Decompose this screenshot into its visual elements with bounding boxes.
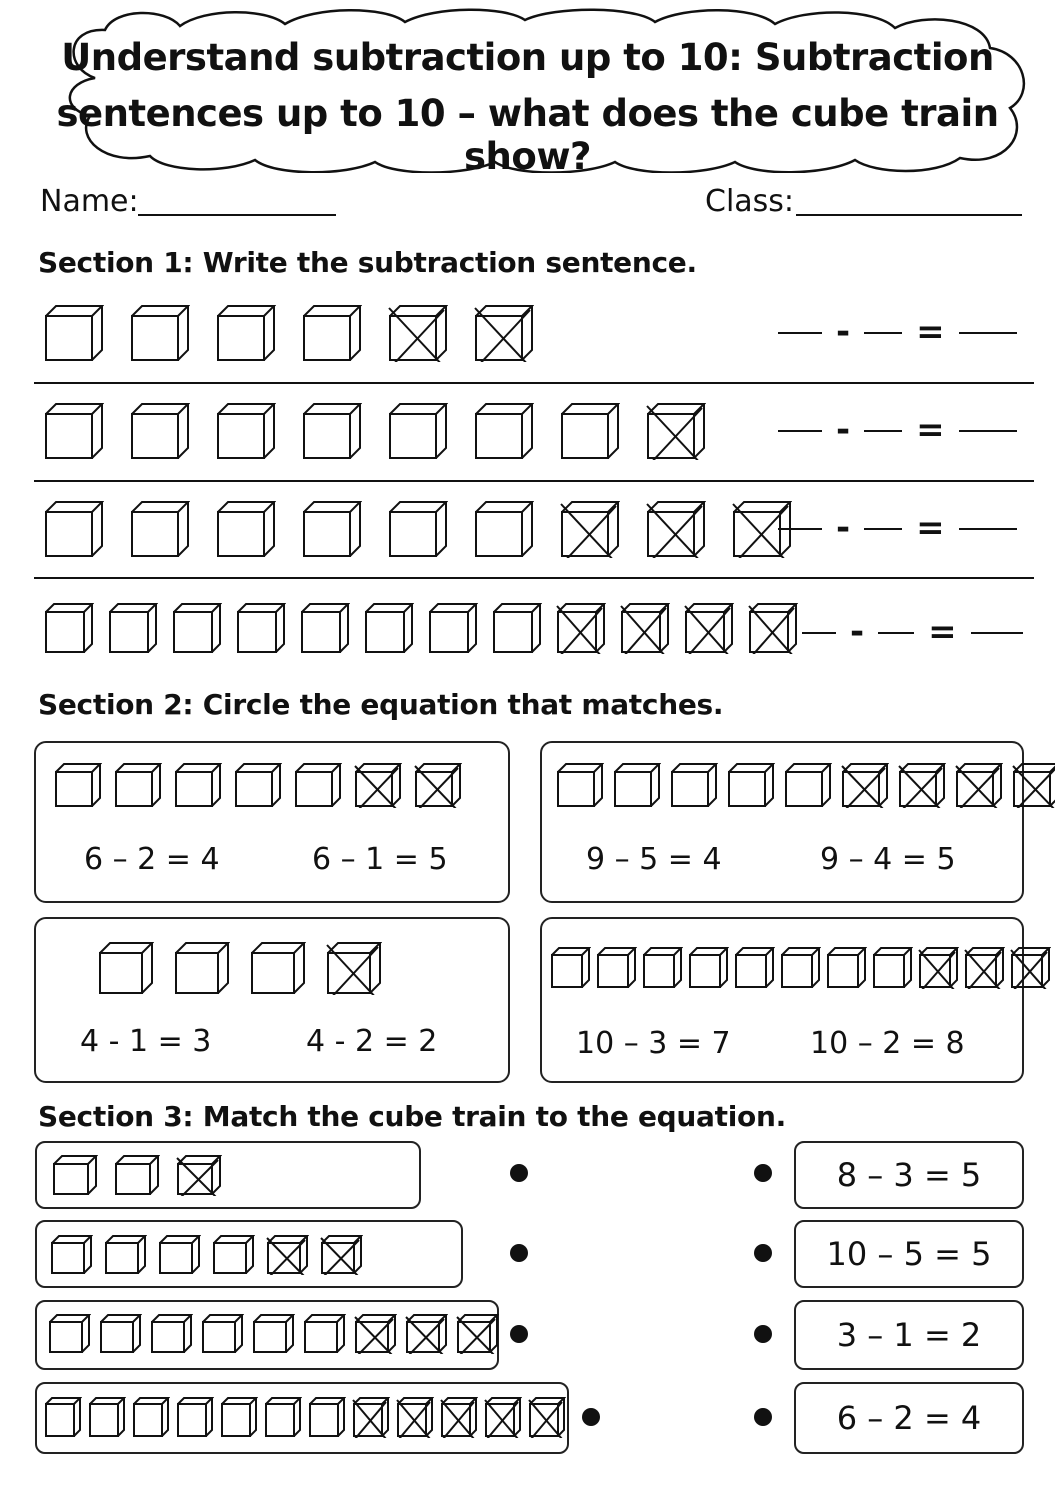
minus-sign: -: [836, 410, 851, 450]
answer-blank[interactable]: [864, 428, 902, 432]
name-blank[interactable]: [138, 214, 336, 216]
section-3-cube-train: [50, 1234, 363, 1275]
divider: [34, 382, 1034, 384]
cube-icon: [44, 402, 104, 460]
crossed-cube-icon: [354, 1313, 397, 1354]
equation-option[interactable]: 6 – 1 = 5: [312, 842, 448, 877]
cube-icon: [308, 1396, 346, 1438]
crossed-cube-icon: [560, 500, 620, 558]
crossed-cube-icon: [484, 1396, 522, 1438]
crossed-cube-icon: [320, 1234, 363, 1275]
cube-icon: [642, 946, 683, 989]
crossed-cube-icon: [1012, 762, 1055, 808]
section-3-cube-train: [52, 1154, 222, 1196]
right-match-dot[interactable]: [754, 1325, 772, 1343]
class-blank[interactable]: [796, 214, 1022, 216]
cube-icon: [158, 1234, 201, 1275]
cube-icon: [300, 602, 350, 654]
equation-option[interactable]: 10 – 2 = 8: [810, 1026, 965, 1061]
cube-icon: [302, 304, 362, 362]
divider: [34, 577, 1034, 579]
crossed-cube-icon: [841, 762, 889, 808]
cube-icon: [236, 602, 286, 654]
cube-icon: [44, 304, 104, 362]
answer-sentence[interactable]: [778, 508, 1017, 548]
cube-icon: [132, 1396, 170, 1438]
crossed-cube-icon: [684, 602, 734, 654]
cube-icon: [302, 500, 362, 558]
cube-icon: [670, 762, 718, 808]
worksheet-title-line-2: sentences up to 10 – what does the cube train show?: [56, 92, 999, 178]
cube-icon: [428, 602, 478, 654]
section-3-title: Section 3: Match the cube train to the equation.: [38, 1100, 786, 1133]
equation-box: 6 – 2 = 4: [794, 1382, 1024, 1454]
cube-icon: [130, 304, 190, 362]
equation-option[interactable]: 6 – 2 = 4: [84, 842, 220, 877]
cube-icon: [474, 402, 534, 460]
cube-icon: [234, 762, 282, 808]
equation-box: 10 – 5 = 5: [794, 1220, 1024, 1288]
minus-sign: -: [836, 508, 851, 548]
cube-icon: [114, 762, 162, 808]
cube-icon: [734, 946, 775, 989]
section-2-cube-train: [54, 762, 462, 808]
cube-icon: [216, 304, 276, 362]
section-3-cube-train: [44, 1396, 566, 1438]
cube-icon: [474, 500, 534, 558]
section-1-cube-train: [44, 304, 534, 362]
answer-blank[interactable]: [878, 630, 914, 634]
section-1-cube-train: [44, 500, 792, 558]
section-1-cube-train: [44, 402, 706, 460]
answer-blank[interactable]: [864, 526, 902, 530]
cube-icon: [388, 500, 448, 558]
cube-icon: [872, 946, 913, 989]
cube-icon: [364, 602, 414, 654]
crossed-cube-icon: [414, 762, 462, 808]
worksheet-title-line-1: Understand subtraction up to 10: Subtraction: [61, 36, 994, 79]
answer-blank[interactable]: [959, 330, 1017, 334]
cube-icon: [784, 762, 832, 808]
crossed-cube-icon: [918, 946, 959, 989]
answer-sentence[interactable]: [778, 312, 1017, 352]
section-1-title: Section 1: Write the subtraction sentence.: [38, 246, 697, 279]
cube-icon: [613, 762, 661, 808]
cube-icon: [172, 602, 222, 654]
cube-icon: [54, 762, 102, 808]
cube-icon: [550, 946, 591, 989]
cube-icon: [302, 402, 362, 460]
crossed-cube-icon: [456, 1313, 499, 1354]
cube-icon: [294, 762, 342, 808]
cube-icon: [220, 1396, 258, 1438]
section-2-cube-train: [550, 946, 1051, 989]
cube-icon: [104, 1234, 147, 1275]
crossed-cube-icon: [1010, 946, 1051, 989]
answer-blank[interactable]: [778, 428, 822, 432]
cube-icon: [130, 500, 190, 558]
cube-icon: [201, 1313, 244, 1354]
crossed-cube-icon: [646, 402, 706, 460]
cube-icon: [688, 946, 729, 989]
cube-icon: [114, 1154, 160, 1196]
answer-blank[interactable]: [959, 428, 1017, 432]
equation-option[interactable]: 9 – 4 = 5: [820, 842, 956, 877]
cube-icon: [88, 1396, 126, 1438]
cube-icon: [826, 946, 867, 989]
cube-icon: [99, 1313, 142, 1354]
cube-icon: [212, 1234, 255, 1275]
answer-blank[interactable]: [778, 330, 822, 334]
equals-sign: =: [928, 612, 957, 652]
equation-option[interactable]: 10 – 3 = 7: [576, 1026, 731, 1061]
cube-icon: [130, 402, 190, 460]
cube-icon: [52, 1154, 98, 1196]
cube-icon: [727, 762, 775, 808]
cube-icon: [216, 402, 276, 460]
cube-icon: [174, 762, 222, 808]
cube-icon: [44, 1396, 82, 1438]
equation-box: 3 – 1 = 2: [794, 1300, 1024, 1370]
section-3-cube-train: [48, 1313, 499, 1354]
section-2-cube-train: [556, 762, 1055, 808]
cube-icon: [492, 602, 542, 654]
crossed-cube-icon: [352, 1396, 390, 1438]
equals-sign: =: [916, 312, 945, 352]
class-label: Class:: [705, 184, 795, 219]
cube-icon: [596, 946, 637, 989]
cube-icon: [98, 941, 154, 995]
cube-icon: [216, 500, 276, 558]
equation-option[interactable]: 4 - 1 = 3: [80, 1024, 212, 1059]
crossed-cube-icon: [266, 1234, 309, 1275]
crossed-cube-icon: [396, 1396, 434, 1438]
left-match-dot[interactable]: [510, 1244, 528, 1262]
cube-icon: [48, 1313, 91, 1354]
answer-sentence[interactable]: [802, 612, 1023, 652]
cube-icon: [108, 602, 158, 654]
right-match-dot[interactable]: [754, 1408, 772, 1426]
cube-icon: [388, 402, 448, 460]
crossed-cube-icon: [556, 602, 606, 654]
crossed-cube-icon: [955, 762, 1003, 808]
answer-blank[interactable]: [864, 330, 902, 334]
cube-icon: [44, 500, 104, 558]
cube-icon: [780, 946, 821, 989]
equation-option[interactable]: 9 – 5 = 4: [586, 842, 722, 877]
section-1-cube-train: [44, 602, 798, 654]
section-2-title: Section 2: Circle the equation that matches.: [38, 688, 724, 721]
answer-blank[interactable]: [778, 526, 822, 530]
section-2-cube-train: [98, 941, 382, 995]
equation-option[interactable]: 4 - 2 = 2: [306, 1024, 438, 1059]
crossed-cube-icon: [388, 304, 448, 362]
answer-sentence[interactable]: [778, 410, 1017, 450]
crossed-cube-icon: [620, 602, 670, 654]
crossed-cube-icon: [964, 946, 1005, 989]
divider: [34, 480, 1034, 482]
cube-icon: [176, 1396, 214, 1438]
answer-blank[interactable]: [802, 630, 836, 634]
crossed-cube-icon: [898, 762, 946, 808]
crossed-cube-icon: [405, 1313, 448, 1354]
left-match-dot[interactable]: [582, 1408, 600, 1426]
crossed-cube-icon: [354, 762, 402, 808]
cube-icon: [556, 762, 604, 808]
cube-icon: [50, 1234, 93, 1275]
equation-box: 8 – 3 = 5: [794, 1141, 1024, 1209]
right-match-dot[interactable]: [754, 1164, 772, 1182]
minus-sign: -: [836, 312, 851, 352]
cube-icon: [44, 602, 94, 654]
left-match-dot[interactable]: [510, 1325, 528, 1343]
right-match-dot[interactable]: [754, 1244, 772, 1262]
minus-sign: -: [850, 612, 865, 652]
answer-blank[interactable]: [959, 526, 1017, 530]
crossed-cube-icon: [748, 602, 798, 654]
crossed-cube-icon: [326, 941, 382, 995]
crossed-cube-icon: [440, 1396, 478, 1438]
left-match-dot[interactable]: [510, 1164, 528, 1182]
crossed-cube-icon: [528, 1396, 566, 1438]
cube-icon: [303, 1313, 346, 1354]
cube-icon: [560, 402, 620, 460]
cube-icon: [250, 941, 306, 995]
answer-blank[interactable]: [971, 630, 1023, 634]
cube-icon: [174, 941, 230, 995]
crossed-cube-icon: [646, 500, 706, 558]
cube-icon: [150, 1313, 193, 1354]
cube-icon: [252, 1313, 295, 1354]
crossed-cube-icon: [176, 1154, 222, 1196]
equals-sign: =: [916, 508, 945, 548]
crossed-cube-icon: [474, 304, 534, 362]
name-label: Name:: [40, 184, 139, 219]
cube-icon: [264, 1396, 302, 1438]
equals-sign: =: [916, 410, 945, 450]
